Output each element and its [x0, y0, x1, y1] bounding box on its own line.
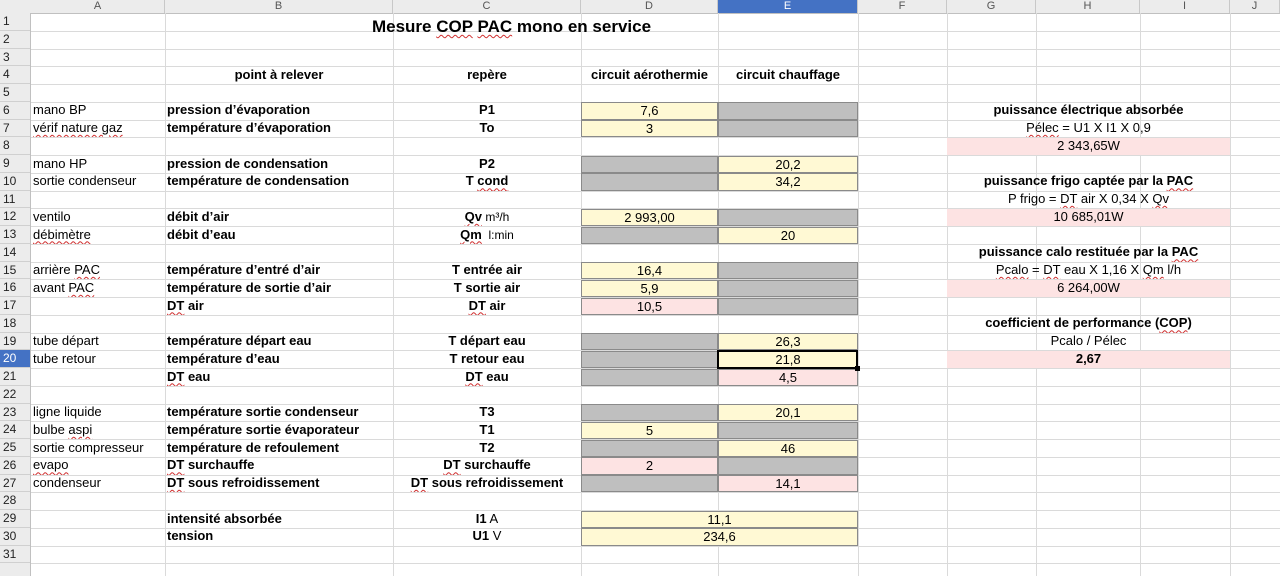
cell-a13[interactable]: débimètre	[33, 226, 91, 242]
cell-d21[interactable]	[581, 369, 718, 386]
cell-b6[interactable]: pression d’évaporation	[167, 102, 311, 118]
cell-de30[interactable]: 234,6	[581, 528, 858, 545]
cell-b9[interactable]: pression de condensation	[167, 155, 329, 171]
cell-e25[interactable]: 46	[718, 440, 858, 457]
cell-c7[interactable]: To	[479, 120, 495, 135]
cell-a9[interactable]: mano HP	[33, 155, 88, 171]
cell-e21[interactable]: 4,5	[718, 369, 858, 386]
elec-value[interactable]: 2 343,65W	[947, 138, 1230, 155]
row-header-26[interactable]: 26	[0, 457, 30, 475]
row-header-16[interactable]: 16	[0, 279, 30, 297]
column-header-c[interactable]: C	[393, 0, 581, 13]
row-header-13[interactable]: 13	[0, 226, 30, 244]
row-header-22[interactable]: 22	[0, 386, 30, 404]
cell-c15[interactable]: T entrée air	[451, 262, 523, 277]
header-repere[interactable]: repère	[467, 66, 507, 82]
cell-d24[interactable]: 5	[581, 422, 718, 439]
row-header-15[interactable]: 15	[0, 262, 30, 280]
cell-b29[interactable]: intensité absorbée	[167, 510, 282, 526]
cell-b19[interactable]: température départ eau	[167, 333, 312, 348]
cell-c9[interactable]: P2	[479, 155, 495, 171]
cell-c21[interactable]: DT eau	[465, 368, 509, 384]
cell-a27[interactable]: condenseur	[33, 475, 101, 490]
cell-b13[interactable]: débit d’eau	[167, 226, 236, 242]
row-header-17[interactable]: 17	[0, 297, 30, 315]
cell-e26[interactable]	[718, 457, 858, 474]
grid-line-horizontal	[31, 563, 1280, 564]
cell-c13[interactable]: Qm l:min	[460, 226, 514, 242]
row-header-6[interactable]: 6	[0, 102, 30, 120]
cell-a26[interactable]: evapo	[33, 457, 69, 473]
cell-a24[interactable]: bulbe aspi	[33, 421, 93, 437]
row-header-20[interactable]: 20	[0, 350, 30, 368]
cell-d26[interactable]: 2	[581, 457, 718, 474]
calo-value[interactable]: 6 264,00W	[947, 280, 1230, 297]
cell-a10[interactable]: sortie condenseur	[33, 173, 137, 189]
frigo-formula[interactable]: P frigo = DT air X 0,34 X Qv	[1007, 191, 1170, 206]
cop-formula[interactable]: Pcalo / Pélec	[1050, 333, 1127, 348]
row-header-11[interactable]: 11	[0, 191, 30, 209]
cell-b7[interactable]: température d’évaporation	[167, 120, 331, 135]
row-header-27[interactable]: 27	[0, 475, 30, 493]
column-header-bar	[0, 0, 1280, 14]
cell-a23[interactable]: ligne liquide	[33, 404, 102, 419]
cell-b17[interactable]: DT air	[167, 297, 204, 313]
cell-e17[interactable]	[718, 298, 858, 315]
cell-e24[interactable]	[718, 422, 858, 439]
row-header-3[interactable]: 3	[0, 49, 30, 67]
cop-value[interactable]: 2,67	[947, 351, 1230, 368]
active-cell-cursor	[717, 350, 858, 369]
header-chauffage[interactable]: circuit chauffage	[735, 66, 841, 82]
cell-d16[interactable]: 5,9	[581, 280, 718, 297]
cell-a7[interactable]: vérif nature gaz	[33, 120, 123, 135]
cell-d13[interactable]	[581, 227, 718, 244]
row-header-31[interactable]: 31	[0, 546, 30, 564]
grid-line-horizontal	[31, 546, 1280, 547]
row-header-8[interactable]: 8	[0, 137, 30, 155]
cell-e27[interactable]: 14,1	[718, 475, 858, 492]
cop-title[interactable]: coefficient de performance (COP)	[985, 315, 1192, 331]
frigo-value[interactable]: 10 685,01W	[947, 209, 1230, 226]
cell-e16[interactable]	[718, 280, 858, 297]
cell-de29[interactable]: 11,1	[581, 511, 858, 528]
grid-line-horizontal	[31, 84, 1280, 85]
cell-b23[interactable]: température sortie condenseur	[167, 404, 359, 419]
cell-d27[interactable]	[581, 475, 718, 492]
cell-a16[interactable]: avant PAC	[33, 279, 95, 295]
cell-c29[interactable]: I1 A	[475, 510, 499, 526]
cell-c20[interactable]: T retour eau	[449, 350, 525, 366]
column-header-e[interactable]: E	[718, 0, 858, 13]
cell-e19[interactable]: 26,3	[718, 333, 858, 350]
column-header-f[interactable]: F	[858, 0, 947, 13]
cell-c10[interactable]: T cond	[465, 173, 509, 189]
column-header-g[interactable]: G	[947, 0, 1036, 13]
row-header-30[interactable]: 30	[0, 528, 30, 546]
elec-formula[interactable]: Pélec = U1 X I1 X 0,9	[1026, 120, 1151, 135]
column-header-h[interactable]: H	[1036, 0, 1140, 13]
cell-d20[interactable]	[581, 351, 718, 368]
cell-a6[interactable]: mano BP	[33, 102, 87, 118]
cell-d17[interactable]: 10,5	[581, 298, 718, 315]
cell-c17[interactable]: DT air	[468, 297, 506, 313]
cell-c12[interactable]: Qv m³/h	[464, 208, 510, 224]
cell-e10[interactable]: 34,2	[718, 173, 858, 190]
calo-formula[interactable]: Pcalo = DT eau X 1,16 X Qm l/h	[995, 262, 1182, 277]
elec-title[interactable]: puissance électrique absorbée	[993, 102, 1184, 118]
cell-d7[interactable]: 3	[581, 120, 718, 137]
cell-a20[interactable]: tube retour	[33, 350, 96, 366]
cell-d6[interactable]: 7,6	[581, 102, 718, 119]
row-header-25[interactable]: 25	[0, 439, 30, 457]
grid-line-horizontal	[31, 49, 1280, 50]
row-header-bar	[0, 13, 31, 576]
cell-b26[interactable]: DT surchauffe	[167, 457, 255, 473]
cell-b21[interactable]: DT eau	[167, 368, 211, 384]
grid-line-horizontal	[31, 386, 1280, 387]
sheet-title[interactable]: Mesure COP PAC mono en service	[371, 17, 652, 36]
row-header-18[interactable]: 18	[0, 315, 30, 333]
row-header-21[interactable]: 21	[0, 368, 30, 386]
cell-c25[interactable]: T2	[479, 439, 495, 455]
cell-c30[interactable]: U1 V	[472, 528, 502, 544]
cell-c24[interactable]: T1	[479, 421, 495, 437]
cell-c23[interactable]: T3	[479, 404, 495, 419]
cell-d15[interactable]: 16,4	[581, 262, 718, 279]
cell-b15[interactable]: température d’entré d’air	[167, 262, 321, 277]
cell-c26[interactable]: DT surchauffe	[443, 457, 531, 473]
cell-d25[interactable]	[581, 440, 718, 457]
cell-a19[interactable]: tube départ	[33, 333, 99, 348]
cell-e7[interactable]	[718, 120, 858, 137]
column-header-d[interactable]: D	[581, 0, 718, 13]
frigo-title[interactable]: puissance frigo captée par la PAC	[983, 173, 1194, 189]
cell-a12[interactable]: ventilo	[33, 208, 71, 224]
fill-handle[interactable]	[855, 366, 860, 371]
row-header-1[interactable]: 1	[0, 13, 30, 31]
cell-b10[interactable]: température de condensation	[167, 173, 350, 189]
row-header-19[interactable]: 19	[0, 333, 30, 351]
column-header-a[interactable]: A	[31, 0, 165, 13]
row-header-7[interactable]: 7	[0, 120, 30, 138]
cell-e9[interactable]: 20,2	[718, 156, 858, 173]
cell-b25[interactable]: température de refoulement	[167, 439, 339, 455]
cell-d23[interactable]	[581, 404, 718, 421]
row-header-9[interactable]: 9	[0, 155, 30, 173]
row-header-29[interactable]: 29	[0, 510, 30, 528]
column-header-b[interactable]: B	[165, 0, 393, 13]
row-header-28[interactable]: 28	[0, 492, 30, 510]
cell-a25[interactable]: sortie compresseur	[33, 439, 144, 455]
cell-b20[interactable]: température d’eau	[167, 350, 280, 366]
cell-c19[interactable]: T départ eau	[448, 333, 526, 348]
row-header-23[interactable]: 23	[0, 404, 30, 422]
row-header-12[interactable]: 12	[0, 208, 30, 226]
cell-c6[interactable]: P1	[479, 102, 495, 118]
row-header-24[interactable]: 24	[0, 421, 30, 439]
cell-a15[interactable]: arrière PAC	[33, 262, 100, 277]
header-point[interactable]: point à relever	[234, 66, 324, 82]
cell-d10[interactable]	[581, 173, 718, 190]
cell-e6[interactable]	[718, 102, 858, 119]
cell-e23[interactable]: 20,1	[718, 404, 858, 421]
cell-b12[interactable]: débit d’air	[167, 208, 230, 224]
cell-b24[interactable]: température sortie évaporateur	[167, 421, 360, 437]
cell-d19[interactable]	[581, 333, 718, 350]
cell-b16[interactable]: température de sortie d’air	[167, 279, 331, 295]
cell-d9[interactable]	[581, 156, 718, 173]
column-header-i[interactable]: I	[1140, 0, 1230, 13]
row-header-5[interactable]: 5	[0, 84, 30, 102]
cell-e15[interactable]	[718, 262, 858, 279]
cell-c27[interactable]: DT sous refroidissement	[410, 475, 564, 490]
cell-e13[interactable]: 20	[718, 227, 858, 244]
cell-e20[interactable]: 21,8	[718, 351, 858, 368]
row-header-2[interactable]: 2	[0, 31, 30, 49]
cell-c16[interactable]: T sortie air	[453, 279, 521, 295]
column-header-j[interactable]: J	[1230, 0, 1280, 13]
cell-b30[interactable]: tension	[167, 528, 214, 544]
cell-e12[interactable]	[718, 209, 858, 226]
header-aero[interactable]: circuit aérothermie	[590, 66, 709, 82]
cell-b27[interactable]: DT sous refroidissement	[167, 475, 320, 490]
cell-d12[interactable]: 2 993,00	[581, 209, 718, 226]
row-header-14[interactable]: 14	[0, 244, 30, 262]
calo-title[interactable]: puissance calo restituée par la PAC	[978, 244, 1199, 260]
row-header-4[interactable]: 4	[0, 66, 30, 84]
row-header-10[interactable]: 10	[0, 173, 30, 191]
